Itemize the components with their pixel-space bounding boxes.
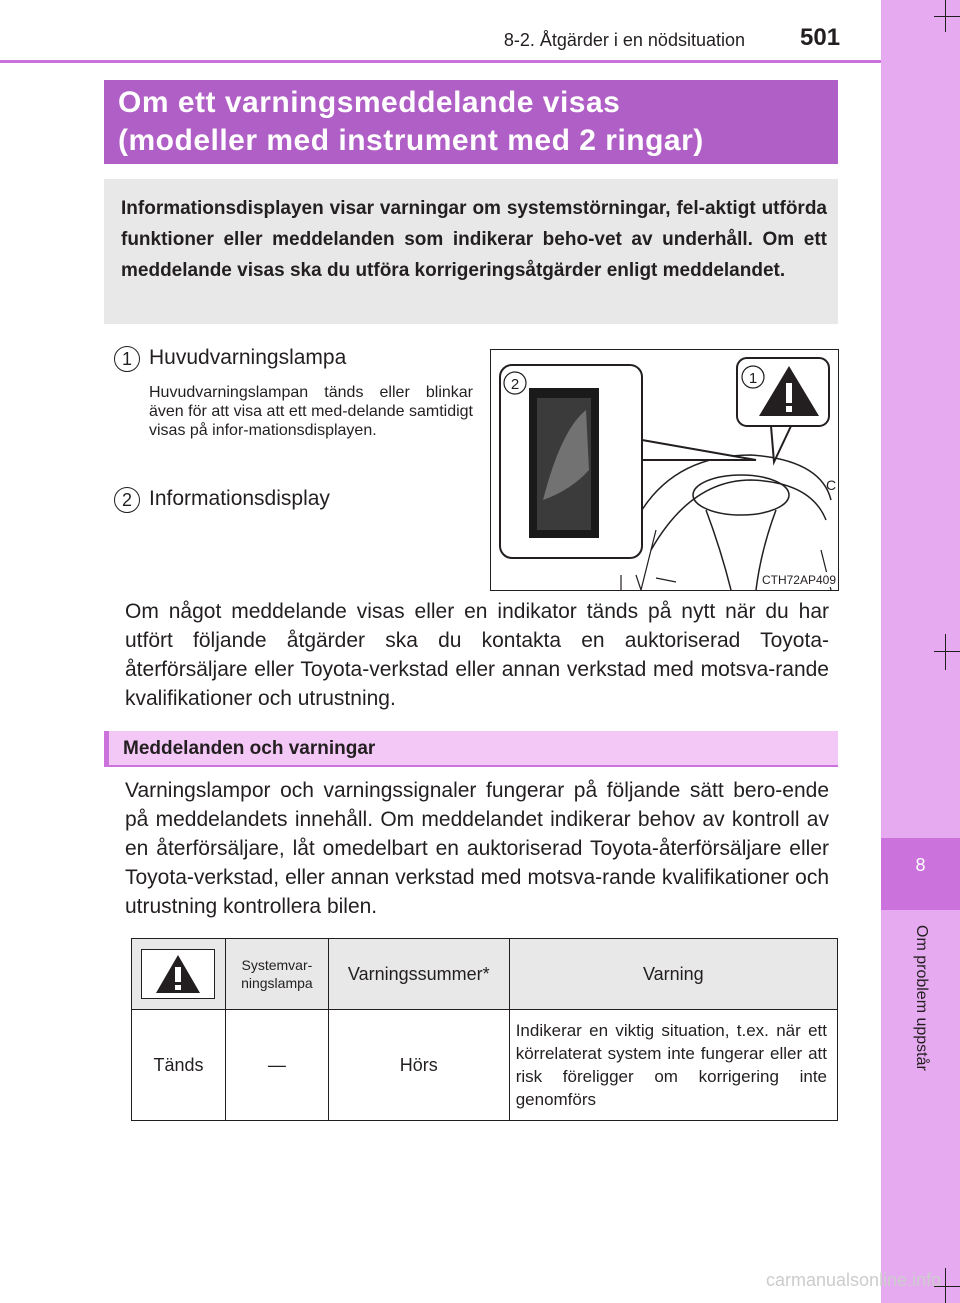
dashboard-illustration xyxy=(490,349,839,591)
table-header-icon-cell xyxy=(132,939,226,1010)
watermark: carmanualsonline.info xyxy=(766,1270,942,1290)
warning-table xyxy=(131,938,838,1121)
table-cell-buzzer-state: Hörs xyxy=(328,1010,509,1121)
item-number-badge: 1 xyxy=(114,346,140,372)
section-heading: 8-2. Åtgärder i en nödsituation xyxy=(503,30,745,50)
sub-heading-text: Meddelanden och varningar xyxy=(123,738,376,759)
callout-1-label: 1 xyxy=(748,370,758,387)
chapter-title: Om problem uppstår xyxy=(913,925,930,1071)
table-cell-warning-text: Indikerar en viktig situation, t.ex. när ett körrelaterat system inte fungerar eller att risk föreligger om korrigering inte genomförs xyxy=(509,1010,837,1121)
table-header-row xyxy=(132,939,838,1010)
svg-text:C: C xyxy=(826,477,837,493)
table-header-warning: Varning xyxy=(509,939,837,1010)
chapter-number: 8 xyxy=(915,855,926,875)
page-title xyxy=(104,80,838,164)
page-number: 501 xyxy=(800,24,841,51)
dashboard-drawing xyxy=(491,350,838,590)
item-description: Huvudvarningslampan tänds eller blinkar även för att visa att ett med-delande samtidigt visas på infor-mationsdisplayen. xyxy=(149,384,473,439)
page-title-line1: Om ett varningsmeddelande visas xyxy=(118,86,621,119)
page-title-line2: (modeller med instrument med 2 ringar) xyxy=(118,124,704,157)
table-header-buzzer: Varningssummer* xyxy=(328,939,509,1010)
item-number-badge: 2 xyxy=(114,487,140,513)
callout-2-label: 2 xyxy=(510,376,520,393)
paragraph-warning-lights: Varningslampor och varningssignaler fungerar på följande sätt bero-ende på meddelandets innehåll. Om meddelandet indikerar behov av kontroll av en återförsäljare, låt omedelbart en auktoriserad Toyota-återförsäljare eller Toyota-verkstad, eller annan verkstad med motsva-rande kvalifikationer och utrustning kontrollera bilen. xyxy=(125,779,829,918)
intro-box xyxy=(104,179,838,324)
intro-text: Informationsdisplayen visar varningar om systemstörningar, fel-aktigt utförda funktioner eller meddelanden som indikerar beho-vet av underhåll. Om ett meddelande visas ska du utföra korrigeringsåtgärder enligt meddelandet. xyxy=(121,198,827,281)
crop-mark xyxy=(934,651,960,652)
paragraph-contact-dealer: Om något meddelande visas eller en indikator tänds på nytt när du har utfört följande åtgärder ska du kontakta en auktoriserad Toyota-återförsäljare eller Toyota-verkstad eller annan verkstad med motsva-rande kvalifikationer och utrustning. xyxy=(125,600,829,710)
header-lamp-line2: ningslampa xyxy=(241,975,313,991)
header-lamp-line1: Systemvar- xyxy=(241,957,313,973)
sub-heading xyxy=(104,731,838,767)
figure-code: CTH72AP409 xyxy=(761,573,837,587)
header-rule xyxy=(0,60,881,63)
table-cell-lamp-state: Tänds xyxy=(132,1010,226,1121)
table-row xyxy=(132,1010,838,1121)
table-header-system-lamp xyxy=(225,939,328,1010)
crop-mark xyxy=(934,16,960,17)
table-cell-dash: — xyxy=(225,1010,328,1121)
item-title-information-display: Informationsdisplay xyxy=(149,487,330,510)
chapter-title-vertical xyxy=(905,925,935,1145)
crop-mark xyxy=(945,634,946,670)
master-warning-icon xyxy=(141,949,215,999)
item-title-main-warning-light: Huvudvarningslampa xyxy=(149,346,347,369)
